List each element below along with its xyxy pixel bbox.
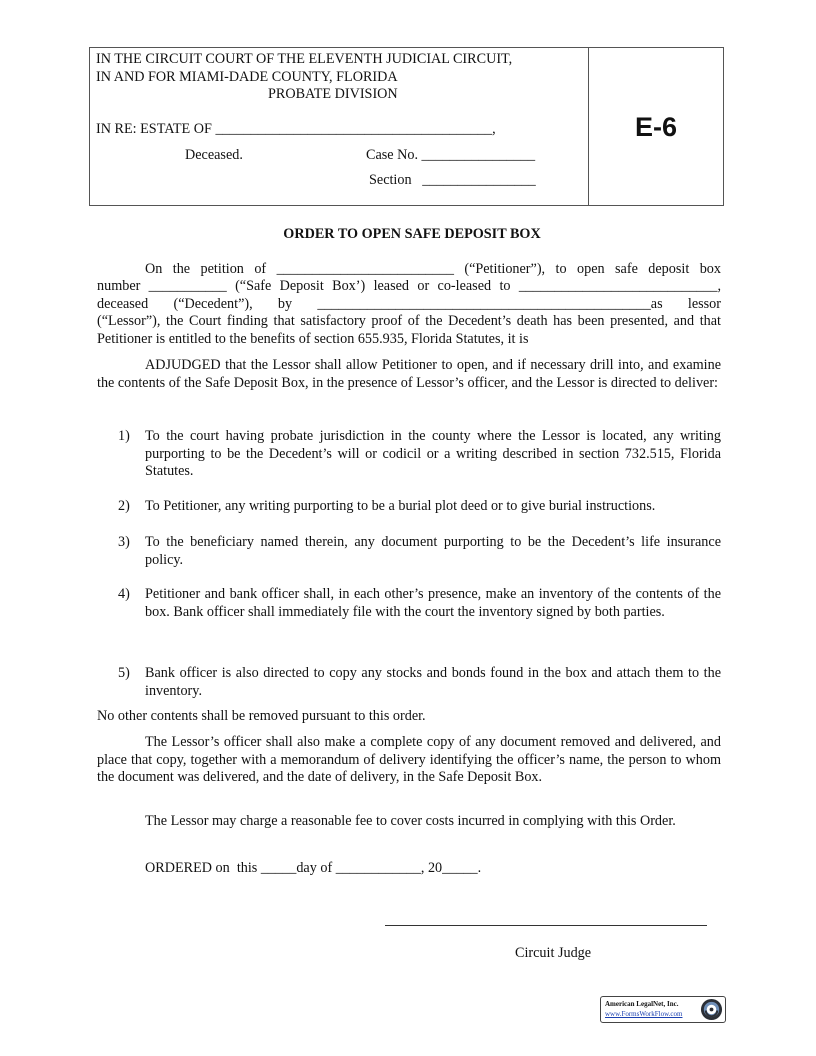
caption-left-cell <box>90 48 589 205</box>
list-item-text: Petitioner and bank officer shall, in each other’s presence, make an inventory of the contents of the box. Bank officer shall immediately file with the court the inventory signed by both parties. <box>145 586 721 620</box>
division-label: PROBATE DIVISION <box>268 86 398 102</box>
list-item-number: 2) <box>118 498 130 514</box>
badge-company: American LegalNet, Inc. <box>605 1000 679 1008</box>
petition-line1: On the petition of _________________________ (“Petitioner”), to open safe deposit box <box>145 261 721 277</box>
legalnet-badge[interactable] <box>600 996 726 1023</box>
signature-line <box>385 913 707 926</box>
list-item-text: To Petitioner, any writing purporting to be a burial plot deed or to give burial instructions. <box>145 498 656 514</box>
no-other-contents: No other contents shall be removed pursuant to this order. <box>97 708 426 724</box>
form-code: E-6 <box>634 112 678 142</box>
fee-paragraph: The Lessor may charge a reasonable fee to cover costs incurred in complying with this Order. <box>145 813 676 829</box>
list-item-text: To the beneficiary named therein, any document purporting to be the Decedent’s life insurance policy. <box>145 534 721 568</box>
workflow-logo-icon <box>700 998 723 1021</box>
list-item-number: 5) <box>118 665 130 681</box>
document-title: ORDER TO OPEN SAFE DEPOSIT BOX <box>283 226 541 242</box>
list-item-text: Bank officer is also directed to copy any stocks and bonds found in the box and attach them to the inventory. <box>145 665 721 699</box>
list-item-number: 4) <box>118 586 130 602</box>
list-item-number: 3) <box>118 534 130 550</box>
badge-url-link[interactable]: www.FormsWorkFlow.com <box>605 1010 683 1018</box>
court-name-line1: IN THE CIRCUIT COURT OF THE ELEVENTH JUDICIAL CIRCUIT, <box>96 51 513 67</box>
list-item-text: To the court having probate jurisdiction in the county where the Lessor is located, any writing purporting to be the Decedent’s will or codicil or a writing described in section 732.515, Florida Statutes. <box>145 428 721 479</box>
list-item-number: 1) <box>118 428 130 444</box>
circuit-judge-label: Circuit Judge <box>515 945 592 961</box>
section-field: Section ________________ <box>369 172 536 188</box>
ordered-line: ORDERED on this _____day of ____________, 20_____. <box>145 860 482 876</box>
deceased-label: Deceased. <box>185 147 243 163</box>
case-caption-box <box>89 47 724 206</box>
estate-of-line: IN RE: ESTATE OF _______________________________________, <box>96 121 496 137</box>
copy-paragraph: The Lessor’s officer shall also make a complete copy of any document removed and delivered, and place that copy, together with a memorandum of delivery identifying the officer’s name, the person to whom the document was delivered, and the date of delivery, in the Safe Deposit Box. <box>97 734 721 785</box>
case-number-field: Case No. ________________ <box>366 147 536 163</box>
court-name-line2: IN AND FOR MIAMI-DADE COUNTY, FLORIDA <box>96 69 398 85</box>
caption-right-cell <box>589 48 723 205</box>
petition-line3: deceased (“Decedent”), by _______________________________________________as lessor <box>97 296 721 312</box>
petition-line2: number ___________ (“Safe Deposit Box’) leased or co-leased to ____________________________, <box>97 278 721 294</box>
petition-rest: (“Lessor”), the Court finding that satisfactory proof of the Decedent’s death has been presented, and that Petitioner is entitled to the benefits of section 655.935, Florida Statutes, it is <box>97 313 721 347</box>
adjudged-paragraph: ADJUDGED that the Lessor shall allow Petitioner to open, and if necessary drill into, and examine the contents of the Safe Deposit Box, in the presence of Lessor’s officer, and the Lessor is directed to deliver: <box>97 357 721 391</box>
